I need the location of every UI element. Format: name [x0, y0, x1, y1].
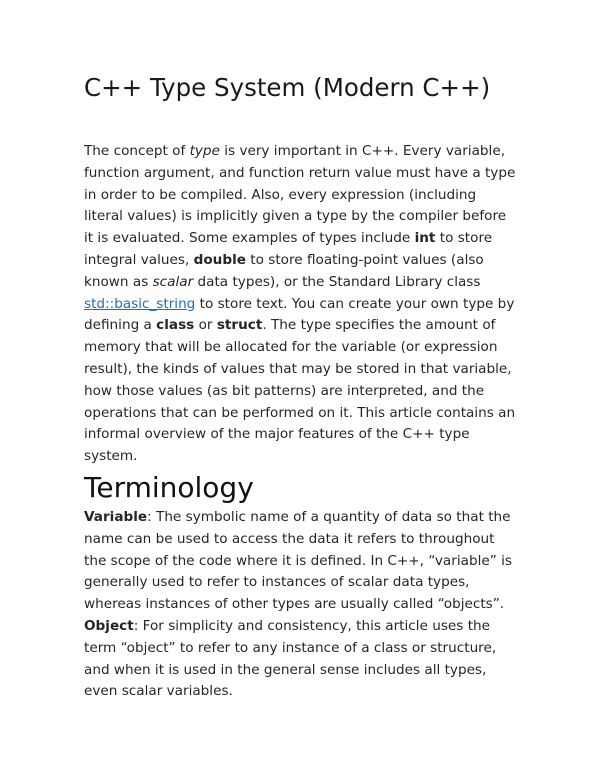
term-type: type: [189, 143, 220, 159]
basic-string-link[interactable]: std::basic_string: [84, 295, 196, 312]
terminology-definitions: [84, 507, 516, 703]
object-def-text: : For simplicity and consistency, this article uses the term “object” to refer to any instance of a class or structure, and when it is used in the general sense includes all types, even scalar variables.: [84, 617, 497, 700]
intro-text: or: [194, 317, 217, 334]
page-title: C++ Type System (Modern C++): [84, 73, 491, 102]
intro-text: to store floating-point values (also known as: [84, 251, 484, 290]
intro-text: The concept of: [84, 143, 190, 159]
variable-definition: [84, 507, 516, 616]
keyword-struct: struct: [216, 317, 263, 334]
intro-text: to store integral values,: [84, 230, 493, 268]
object-definition: [84, 616, 516, 703]
keyword-class: class: [156, 317, 195, 334]
variable-def-text: : The symbolic name of a quantity of data so that the name can be used to access the data it refers to throughout the scope of the code where it is defined. In C++, “variable” is generally used to refer to instances of scalar data types, whereas instances of other types are usually called “objects”.: [84, 509, 512, 613]
intro-text: data types), or the Standard Library class: [193, 273, 481, 290]
term-scalar: scalar: [152, 273, 194, 290]
intro-text: is very important in C++. Every variable, function argument, and function return value must have a type in order to be compiled. Also, every expression (including literal values) is implicitly given a type by the compiler before it is evaluated. Some examples of types include: [84, 143, 516, 247]
keyword-int: int: [414, 230, 436, 247]
variable-term: Variable: [84, 509, 148, 525]
keyword-double: double: [193, 251, 246, 268]
object-term: Object: [84, 617, 134, 634]
terminology-heading: Terminology: [84, 471, 254, 504]
intro-paragraph: [84, 141, 516, 468]
intro-text: to store text. You can create your own type by defining a: [84, 295, 515, 334]
intro-text: . The type specifies the amount of memory that will be allocated for the variable (or expression result), the kinds of values that may be stored in that variable, how those values (as bit patterns) are interpreted, and the operations that can be performed on it. This article contains an informal overview of the major features of the C++ type system.: [84, 317, 516, 465]
